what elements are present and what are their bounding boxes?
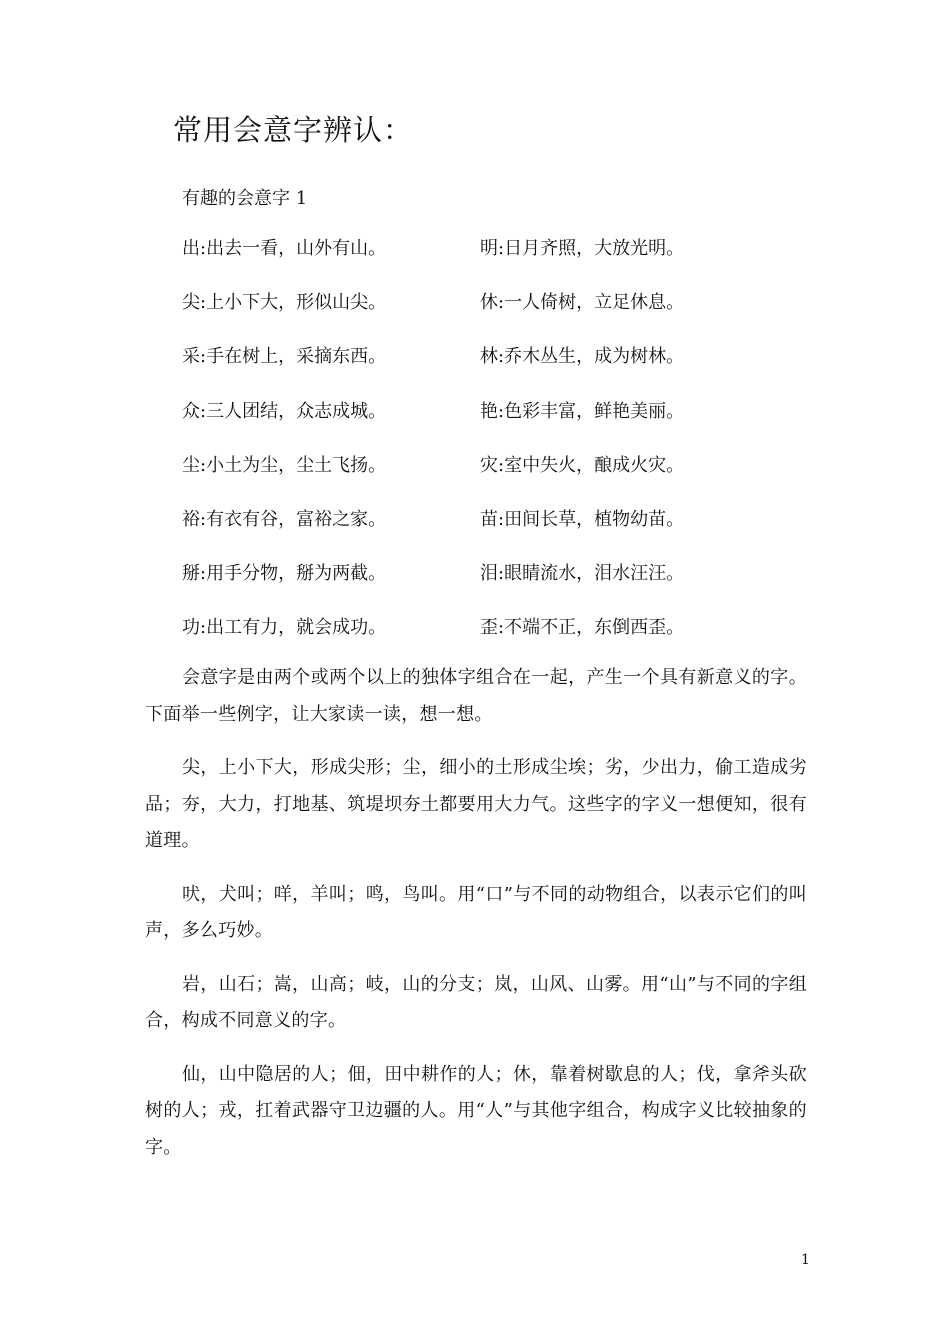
pair-row <box>182 559 742 613</box>
pair-right: 苗:田间长草，植物幼苗。 <box>480 508 685 530</box>
pair-left: 裕:有衣有谷，富裕之家。 <box>182 508 387 530</box>
pair-row <box>182 505 742 559</box>
pair-row <box>182 234 742 288</box>
paragraph: 尖，上小下大，形成尖形；尘，细小的土形成尘埃；劣，少出力，偷工造成劣品；夯，大力，打地基、筑堤坝夯土都要用大力气。这些字的字义一想便知，很有道理。 <box>145 757 807 851</box>
pair-right: 灾:室中失火，酿成火灾。 <box>480 454 685 476</box>
pair-row <box>182 342 742 396</box>
pair-left: 尘:小土为尘，尘土飞扬。 <box>182 454 387 476</box>
character-pairs-list <box>182 234 742 668</box>
body-paragraphs <box>145 660 807 1183</box>
pair-left: 功:出工有力，就会成功。 <box>182 617 387 639</box>
pair-right: 休:一人倚树，立足休息。 <box>480 292 685 314</box>
paragraph: 岩，山石；嵩，山高；岐，山的分支；岚，山风、山雾。用“山”与不同的字组合，构成不同意义的字。 <box>145 973 807 1031</box>
paragraph: 吠，犬叫；咩，羊叫；鸣，鸟叫。用“口”与不同的动物组合，以表示它们的叫声，多么巧妙。 <box>145 883 807 941</box>
pair-row <box>182 397 742 451</box>
pair-row <box>182 451 742 505</box>
pair-left: 采:手在树上，采摘东西。 <box>182 346 387 368</box>
section-subtitle: 有趣的会意字 1 <box>182 188 308 209</box>
page-title: 常用会意字辨认： <box>173 113 414 147</box>
pair-right: 歪:不端不正，东倒西歪。 <box>480 617 685 639</box>
pair-left: 掰:用手分物，掰为两截。 <box>182 563 387 585</box>
pair-right: 明:日月齐照，大放光明。 <box>480 238 685 259</box>
pair-row <box>182 288 742 342</box>
pair-right: 艳:色彩丰富，鲜艳美丽。 <box>480 400 685 422</box>
pair-left: 众:三人团结，众志成城。 <box>182 400 387 422</box>
page-number: 1 <box>801 1252 810 1268</box>
pair-left: 出:出去一看，山外有山。 <box>182 238 387 259</box>
pair-left: 尖:上小下大，形似山尖。 <box>182 292 387 314</box>
pair-right: 泪:眼睛流水，泪水汪汪。 <box>480 563 685 585</box>
paragraph: 会意字是由两个或两个以上的独体字组合在一起，产生一个具有新意义的字。下面举一些例字，让大家读一读，想一想。 <box>145 667 807 725</box>
paragraph: 仙，山中隐居的人；佃，田中耕作的人；休，靠着树歇息的人；伐，拿斧头砍树的人；戎，扛着武器守卫边疆的人。用“人”与其他字组合，构成字义比较抽象的字。 <box>145 1063 807 1158</box>
pair-right: 林:乔木丛生，成为树林。 <box>480 346 685 368</box>
